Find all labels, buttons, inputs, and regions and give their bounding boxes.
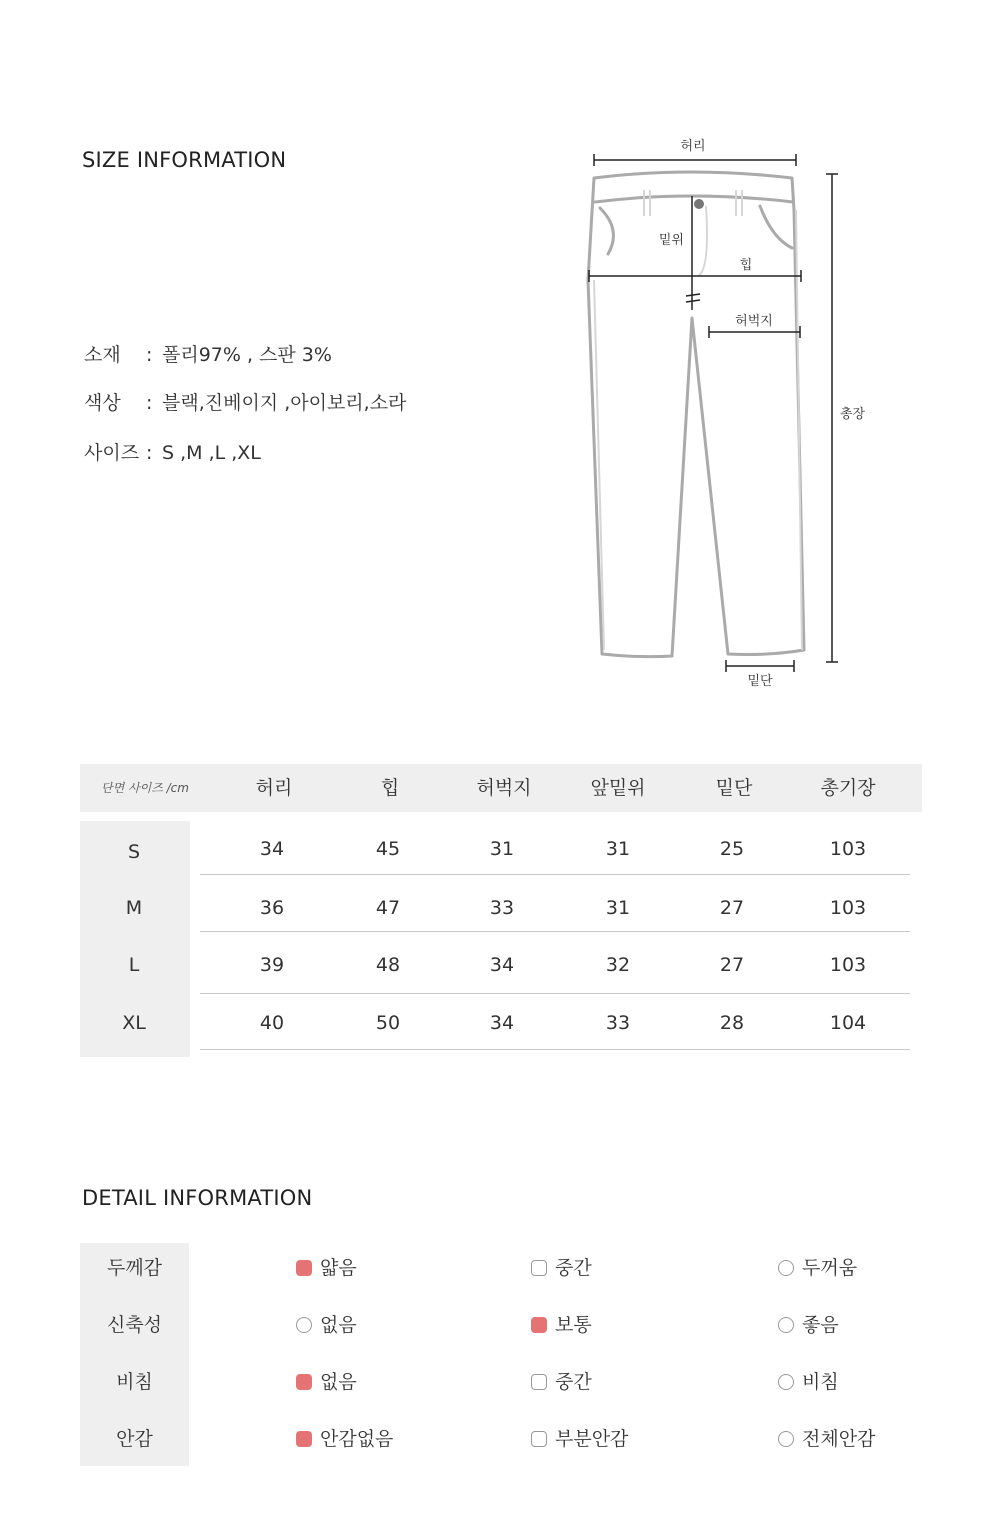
- value-hem: 27: [719, 897, 745, 919]
- thigh-label: 허벅지: [735, 314, 773, 329]
- detail-row-sheerness: [80, 1357, 922, 1413]
- option-text: 전체안감: [802, 1428, 876, 1450]
- header-thigh: 허벅지: [476, 777, 532, 799]
- size-information-title: SIZE INFORMATION: [82, 148, 287, 172]
- value-front-rise: 31: [605, 838, 631, 860]
- spec-value: 폴리97% , 스판 3%: [162, 344, 332, 366]
- value-total-length: 104: [829, 1012, 867, 1034]
- header-hem: 밑단: [715, 777, 753, 799]
- value-hem: 27: [719, 954, 745, 976]
- value-hip: 45: [375, 838, 401, 860]
- value-waist: 36: [259, 897, 285, 919]
- row-divider: [200, 993, 910, 994]
- option-text: 비침: [802, 1371, 839, 1393]
- size-label: S: [127, 841, 141, 863]
- spec-label: 사이즈: [84, 442, 140, 464]
- option-text: 부분안감: [555, 1428, 629, 1450]
- pants-outline: [588, 172, 804, 657]
- option-marker: [296, 1431, 312, 1447]
- option-marker: [531, 1431, 547, 1447]
- header-front-rise: 앞밑위: [590, 777, 646, 799]
- detail-row-lining: [80, 1414, 922, 1470]
- option-marker: [296, 1374, 312, 1390]
- value-front-rise: 32: [605, 954, 631, 976]
- pants-diagram: [560, 130, 880, 700]
- detail-label: 안감: [116, 1428, 153, 1450]
- value-thigh: 31: [489, 838, 515, 860]
- header-waist: 허리: [255, 777, 293, 799]
- table-row: [80, 936, 922, 993]
- option-marker: [778, 1431, 794, 1447]
- fly-stitch: [698, 206, 707, 276]
- spec-material: [84, 340, 332, 367]
- table-row: [80, 878, 922, 935]
- size-label: L: [128, 954, 140, 976]
- value-hip: 47: [375, 897, 401, 919]
- option-text: 중간: [555, 1257, 592, 1279]
- detail-label: 두께감: [106, 1257, 163, 1279]
- rise-break-1: [686, 294, 700, 296]
- waistband-line: [595, 196, 793, 202]
- header-hip: 힙: [380, 777, 400, 799]
- spec-sizes: [84, 438, 261, 465]
- value-waist: 39: [259, 954, 285, 976]
- option-text: 없음: [320, 1314, 357, 1336]
- value-thigh: 33: [489, 897, 515, 919]
- detail-label: 비침: [116, 1371, 153, 1393]
- table-row: [80, 995, 922, 1052]
- hem-label: 밑단: [747, 674, 773, 689]
- option-text: 얇음: [320, 1257, 357, 1279]
- option-marker: [296, 1317, 312, 1333]
- size-label: M: [125, 897, 143, 919]
- value-hem: 28: [719, 1012, 745, 1034]
- hip-label: 힙: [739, 258, 753, 273]
- right-belt-loop: [736, 190, 742, 216]
- option-text: 없음: [320, 1371, 357, 1393]
- right-pocket: [760, 206, 792, 248]
- detail-label: 신축성: [106, 1314, 163, 1336]
- option-marker: [778, 1260, 794, 1276]
- value-hip: 50: [375, 1012, 401, 1034]
- value-hip: 48: [375, 954, 401, 976]
- option-marker: [778, 1317, 794, 1333]
- value-total-length: 103: [829, 897, 867, 919]
- detail-row-elasticity: [80, 1300, 922, 1356]
- option-marker: [778, 1374, 794, 1390]
- unit-label: 단면 사이즈 /cm: [101, 781, 189, 795]
- value-front-rise: 31: [605, 897, 631, 919]
- spec-color: [84, 388, 406, 415]
- option-text: 두꺼움: [802, 1257, 858, 1279]
- row-divider: [200, 874, 910, 875]
- table-row: [80, 821, 922, 878]
- row-divider: [200, 1049, 910, 1050]
- button-icon: [694, 199, 704, 209]
- detail-information-title: DETAIL INFORMATION: [82, 1186, 313, 1210]
- option-marker: [296, 1260, 312, 1276]
- size-table-header: [80, 764, 922, 812]
- left-pocket: [600, 208, 613, 254]
- spec-value: S ,M ,L ,XL: [162, 442, 261, 464]
- option-marker: [531, 1260, 547, 1276]
- spec-label: 색상: [84, 392, 121, 414]
- value-thigh: 34: [489, 1012, 515, 1034]
- value-hem: 25: [719, 838, 745, 860]
- header-total-length: 총기장: [820, 777, 876, 799]
- option-text: 안감없음: [320, 1428, 394, 1450]
- spec-separator: :: [146, 442, 153, 464]
- detail-row-thickness: [80, 1243, 922, 1299]
- spec-separator: :: [146, 344, 153, 366]
- waist-label: 허리: [680, 139, 706, 154]
- spec-separator: :: [146, 392, 153, 414]
- option-text: 중간: [555, 1371, 592, 1393]
- value-total-length: 103: [829, 838, 867, 860]
- size-table: [80, 764, 922, 1064]
- value-total-length: 103: [829, 954, 867, 976]
- value-thigh: 34: [489, 954, 515, 976]
- length-label: 총장: [840, 407, 866, 422]
- rise-label: 밑위: [658, 233, 684, 248]
- value-waist: 34: [259, 838, 285, 860]
- value-waist: 40: [259, 1012, 285, 1034]
- option-text: 좋음: [802, 1314, 839, 1336]
- option-marker: [531, 1317, 547, 1333]
- detail-table: [80, 1243, 922, 1467]
- option-marker: [531, 1374, 547, 1390]
- size-label: XL: [122, 1012, 146, 1034]
- spec-label: 소재: [84, 344, 121, 366]
- spec-value: 블랙,진베이지 ,아이보리,소라: [162, 392, 407, 414]
- value-front-rise: 33: [605, 1012, 631, 1034]
- left-belt-loop: [644, 190, 650, 216]
- row-divider: [200, 931, 910, 932]
- option-text: 보통: [555, 1314, 592, 1336]
- rise-break-2: [686, 300, 700, 302]
